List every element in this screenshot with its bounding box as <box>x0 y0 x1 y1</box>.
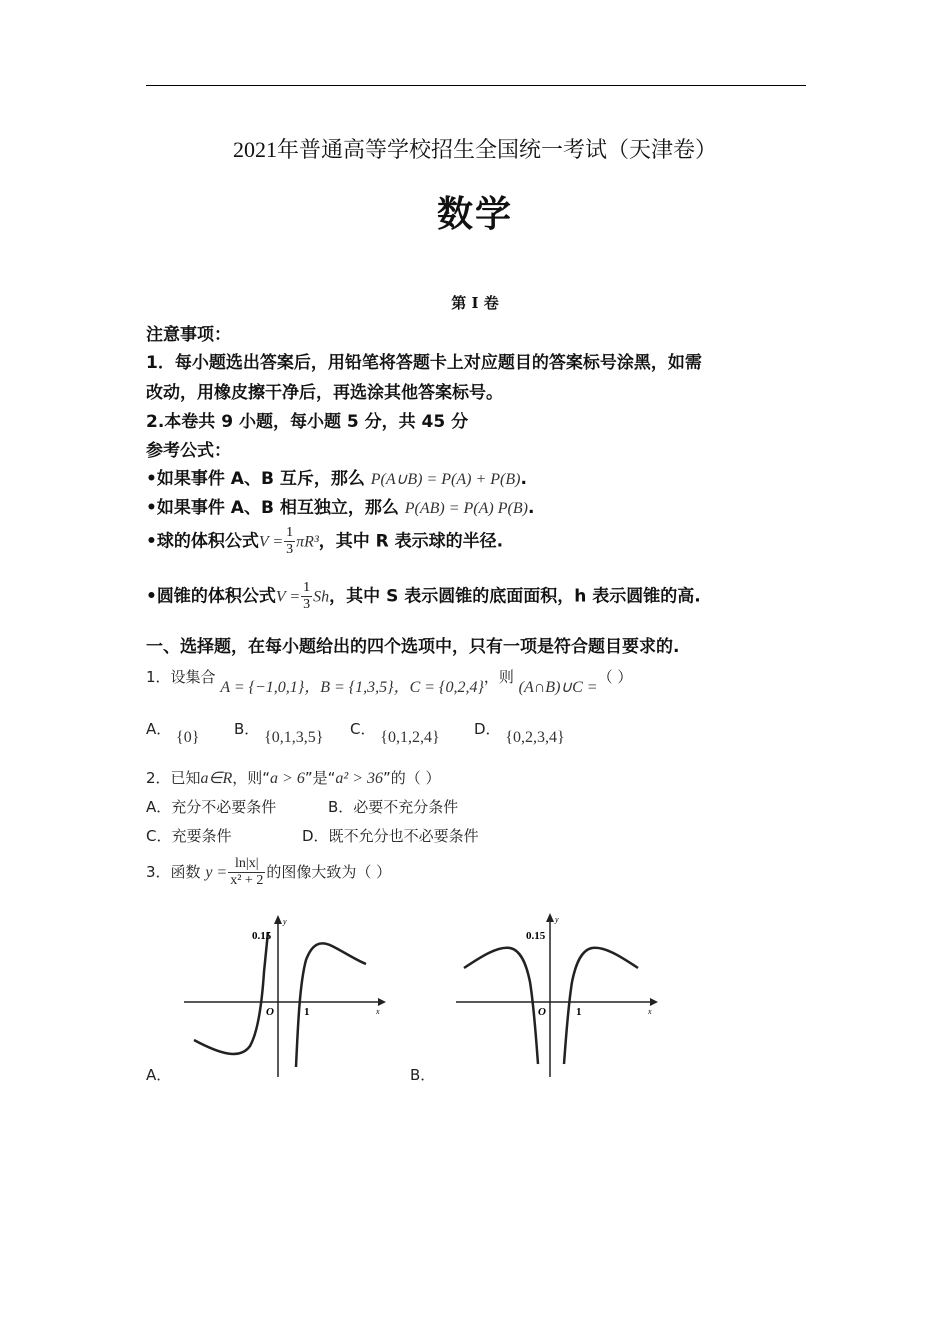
tick-y-label: 0.15 <box>526 930 546 942</box>
q1-option-a-value: {0} <box>176 729 200 746</box>
q2-stem-c: ”是“ <box>304 769 336 787</box>
formula-1: •如果事件 A、B 互斥，那么 P(A∪B) = P(A) + P(B). <box>146 469 527 489</box>
q1-paren: （ ） <box>597 668 633 686</box>
q2-stem-b: ，则“ <box>232 769 271 787</box>
q1-expr: (A∩B)∪C = <box>518 679 598 696</box>
curve-left <box>194 932 268 1054</box>
top-rule <box>146 85 806 86</box>
q3-stem-b: 的图像大致为（ ） <box>266 863 392 881</box>
q2-stem <box>146 767 441 788</box>
q1-option-d-value: {0,2,3,4} <box>505 729 565 746</box>
q1-option-b-label: B． <box>234 720 260 738</box>
q1-option-d[interactable] <box>474 718 565 746</box>
formula-4-tail: ，其中 S 表示圆锥的底面面积，h 表示圆锥的高. <box>329 586 701 607</box>
q2-option-c[interactable]: C．充要条件 <box>146 827 232 845</box>
q1-option-d-label: D． <box>474 720 501 738</box>
q1-option-c[interactable] <box>350 718 440 746</box>
q2-cond: a∈R <box>200 770 233 787</box>
q3-graph-b <box>452 912 662 1082</box>
q1-stem <box>146 664 633 696</box>
tick-y-label: 0.15 <box>252 930 272 942</box>
formula-3-lhs: V = <box>258 533 284 551</box>
formula-3-tail: ，其中 R 表示球的半径. <box>318 531 504 552</box>
q2-option-b[interactable]: B．必要不充分条件 <box>328 798 459 816</box>
y-axis-arrow <box>546 913 554 922</box>
formula-1-text: •如果事件 A、B 互斥，那么 <box>146 469 365 489</box>
formula-1-math: P(A∪B) = P(A) + P(B) <box>370 471 521 488</box>
q3-graph-a <box>180 912 390 1082</box>
formula-2-math: P(AB) = P(A) P(B) <box>404 500 528 517</box>
q3-frac: $\frac{\ln|x|}{\text{x² + 2}}$ <box>230 856 264 888</box>
axis-x-label: x <box>376 1007 380 1016</box>
q3-option-a-label[interactable]: A． <box>146 1066 172 1084</box>
formula-4-rhs: Sh <box>313 588 330 606</box>
formula-3 <box>146 525 503 558</box>
q3-lhs: y = <box>205 864 228 881</box>
q2-stem-d: ”的（ ） <box>382 769 441 787</box>
q2-p: a > 6 <box>270 770 305 787</box>
curve-left <box>464 948 538 1064</box>
section-label: 第 I 卷 <box>451 294 499 312</box>
axis-x-label: x <box>648 1007 652 1016</box>
notice-item-1a: 1．每小题选出答案后，用铅笔将答题卡上对应题目的答案标号涂黑，如需 <box>146 353 702 373</box>
formula-4 <box>146 580 701 613</box>
tick-x-label: 1 <box>576 1006 582 1018</box>
q2-option-d[interactable]: D．既不允分也不必要条件 <box>302 827 479 845</box>
part1-heading: 一、选择题，在每小题给出的四个选项中，只有一项是符合题目要求的. <box>146 637 680 657</box>
q3-stem <box>146 856 391 889</box>
formula-3-text: •球的体积公式 <box>146 531 259 552</box>
x-axis-arrow <box>378 998 386 1006</box>
formula-3-rhs: πR³ <box>296 533 319 551</box>
formula-2-text: •如果事件 A、B 相互独立，那么 <box>146 498 399 518</box>
q2-stem-a: 2．已知 <box>146 769 201 787</box>
q1-stem-text: 1．设集合 <box>146 668 216 686</box>
formula-4-text: •圆锥的体积公式 <box>146 586 276 607</box>
q3-option-b-label[interactable]: B． <box>410 1066 436 1084</box>
axis-y-label: y <box>555 915 559 924</box>
q2-option-a[interactable]: A．充分不必要条件 <box>146 798 277 816</box>
q1-option-a[interactable] <box>146 718 200 746</box>
q1-option-c-label: C． <box>350 720 376 738</box>
notice-item-1b: 改动，用橡皮擦干净后，再选涂其他答案标号。 <box>146 383 503 403</box>
q1-option-a-label: A． <box>146 720 172 738</box>
origin-label: O <box>538 1006 546 1018</box>
formula-4-lhs: V = <box>275 588 301 606</box>
exam-subtitle: 2021年普通高等学校招生全国统一考试（天津卷） <box>232 137 717 162</box>
x-axis-arrow <box>650 998 658 1006</box>
formula-3-frac: $\frac{1}{3}$ <box>286 525 294 557</box>
q1-then: ，则 <box>483 668 514 686</box>
q1-option-b-value: {0,1,3,5} <box>264 729 324 746</box>
page-title: 数学 <box>436 194 513 235</box>
formula-4-frac: $\frac{1}{3}$ <box>303 580 311 612</box>
q1-sets: A = {−1,0,1}，B = {1,3,5}，C = {0,2,4} <box>220 679 484 696</box>
notice-item-2: 2.本卷共 9 小题，每小题 5 分，共 45 分 <box>146 412 469 432</box>
origin-label: O <box>266 1006 274 1018</box>
formula-heading: 参考公式： <box>146 441 231 461</box>
y-axis-arrow <box>274 915 282 924</box>
q1-option-c-value: {0,1,2,4} <box>380 729 440 746</box>
tick-x-label: 1 <box>304 1006 310 1018</box>
q3-stem-a: 3．函数 <box>146 863 201 881</box>
formula-2: •如果事件 A、B 相互独立，那么 P(AB) = P(A) P(B). <box>146 498 535 518</box>
notice-heading: 注意事项： <box>146 325 231 345</box>
axis-y-label: y <box>283 917 287 926</box>
q2-q: a² > 36 <box>335 770 383 787</box>
q1-option-b[interactable] <box>234 718 324 746</box>
